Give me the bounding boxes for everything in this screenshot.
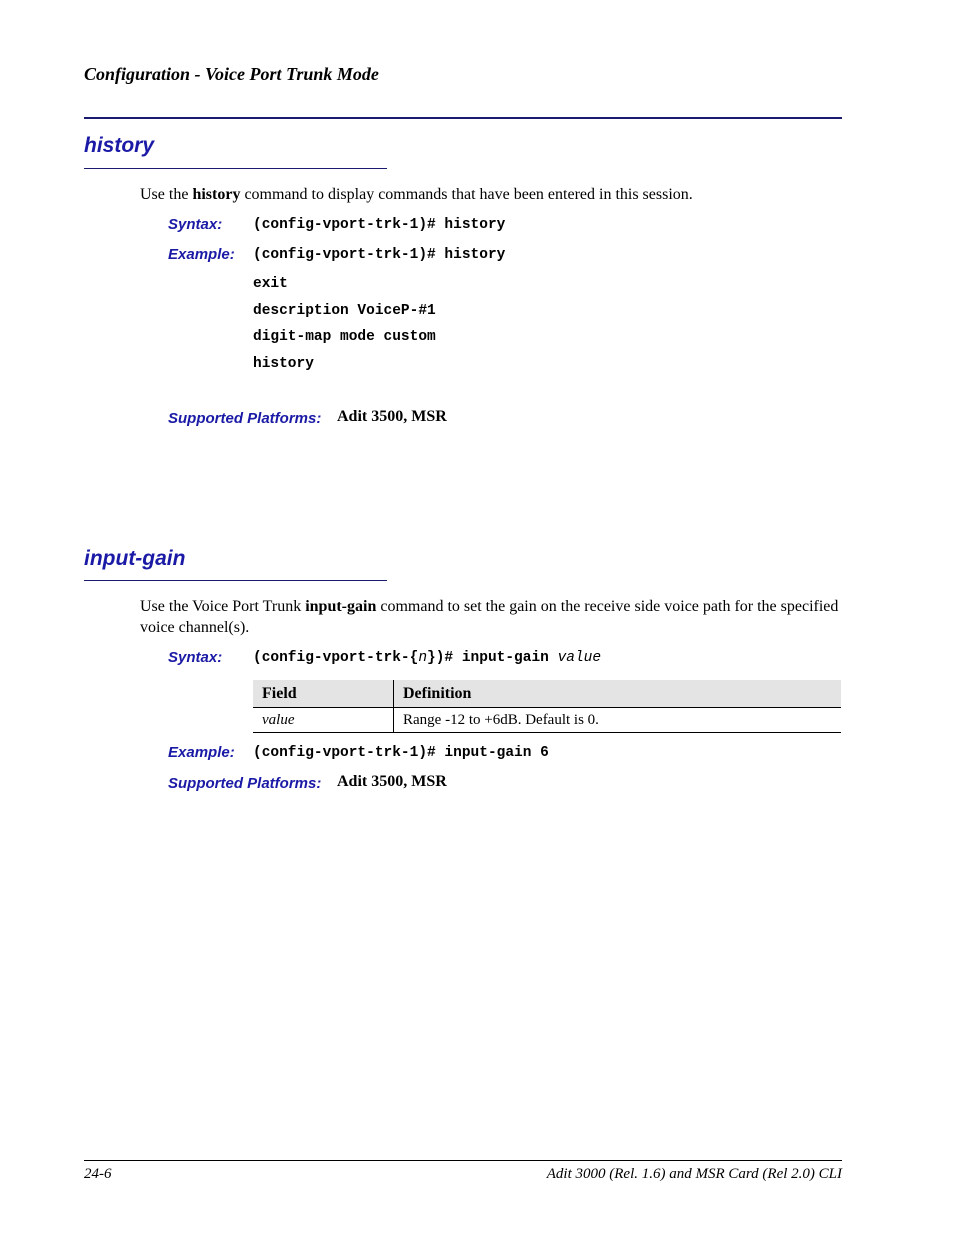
history-output-line: description VoiceP-#1 xyxy=(253,303,436,319)
footer-rule xyxy=(84,1160,842,1161)
history-output-line: exit xyxy=(253,276,288,292)
running-header: Configuration - Voice Port Trunk Mode xyxy=(84,64,379,84)
input-gain-example-command: (config-vport-trk-1)# input-gain 6 xyxy=(253,745,549,761)
table-cell-field: value xyxy=(253,708,394,733)
input-gain-example-label: Example: xyxy=(168,744,235,761)
footer-document-title: Adit 3000 (Rel. 1.6) and MSR Card (Rel 2.0) CLI xyxy=(546,1166,842,1182)
history-syntax-label: Syntax: xyxy=(168,216,223,233)
input-gain-platforms-label: Supported Platforms: xyxy=(168,775,322,792)
history-example-command: (config-vport-trk-1)# history xyxy=(253,247,506,263)
history-output-line: history xyxy=(253,356,314,372)
table-header-field: Field xyxy=(253,680,394,708)
input-gain-section-title: input-gain xyxy=(84,547,186,570)
history-description: Use the history command to display commands that have been entered in this session. xyxy=(140,186,693,203)
input-gain-description: Use the Voice Port Trunk input-gain command to set the gain on the receive side voice path for the specified voice channel(s). xyxy=(140,598,839,636)
history-example-label: Example: xyxy=(168,246,235,263)
input-gain-platforms: Adit 3500, MSR xyxy=(337,773,447,790)
history-section-title: history xyxy=(84,134,155,157)
history-syntax: (config-vport-trk-1)# history xyxy=(253,217,506,233)
table-header-row xyxy=(253,680,841,708)
history-platforms-label: Supported Platforms: xyxy=(168,410,322,427)
table-row xyxy=(253,708,841,733)
history-output-line: digit-map mode custom xyxy=(253,329,436,345)
history-title-rule xyxy=(84,168,387,169)
field-definition-table xyxy=(253,680,841,733)
table-header-definition: Definition xyxy=(394,680,842,708)
header-rule xyxy=(84,117,842,119)
input-gain-syntax: (config-vport-trk-{n})# input-gain value xyxy=(253,650,602,666)
page-number: 24-6 xyxy=(84,1166,112,1182)
history-platforms: Adit 3500, MSR xyxy=(337,408,447,425)
input-gain-title-rule xyxy=(84,580,387,581)
table-cell-definition: Range -12 to +6dB. Default is 0. xyxy=(394,708,842,733)
input-gain-syntax-label: Syntax: xyxy=(168,649,223,666)
